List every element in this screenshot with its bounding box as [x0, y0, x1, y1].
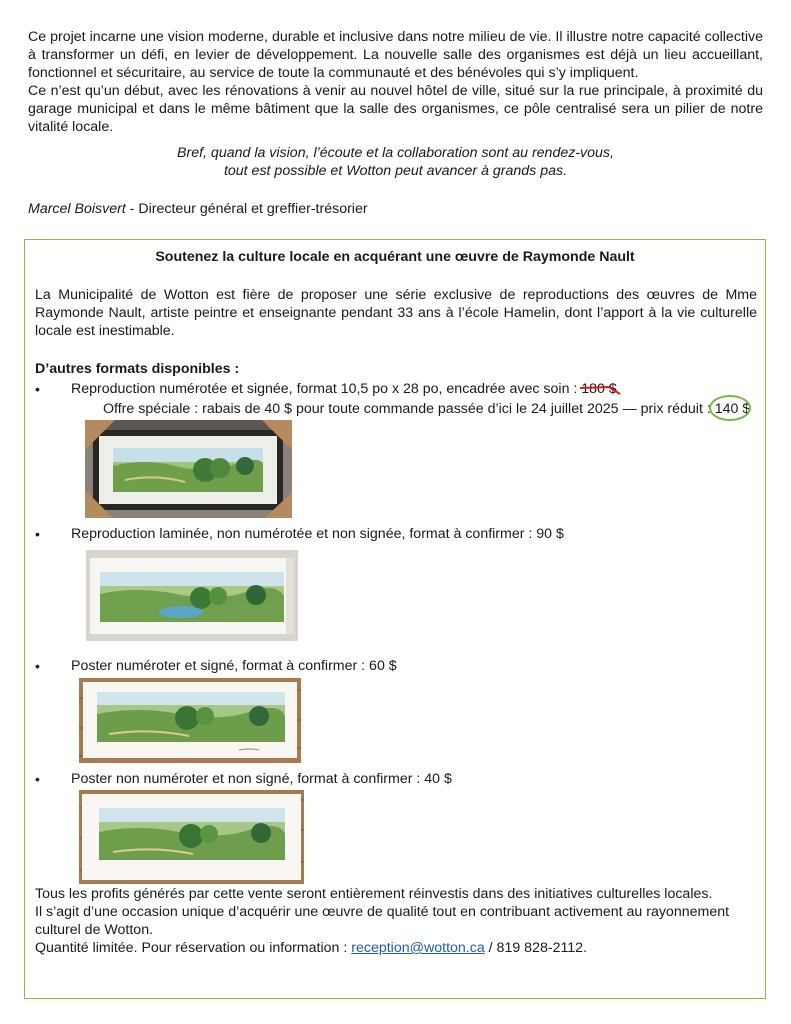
- old-price: 180 $: [581, 380, 617, 398]
- bullet-dot: •: [35, 771, 40, 787]
- intro-paragraph-2: Ce n’est qu’un début, avec les rénovations à venir au nouvel hôtel de ville, situé sur la rue principale, à proximité du garage municipal et dans le même bâtiment que la salle des organismes, ce pôle centralisé sera un pilier de notre vitalité locale.: [28, 83, 763, 135]
- contact-phone: / 819 828-2112.: [484, 940, 588, 956]
- bullet-dot: •: [35, 381, 40, 397]
- unnumbered-poster-photo: [79, 790, 304, 884]
- format-item-2-text: Reproduction laminée, non numérotée et non signée, format à confirmer : 90 $: [71, 526, 564, 542]
- laminated-reproduction-photo: [86, 550, 298, 641]
- signature-name: Marcel Boisvert: [28, 201, 126, 217]
- format-item-4-text: Poster non numéroter et non signé, format à confirmer : 40 $: [71, 771, 452, 787]
- format-item-3-text: Poster numéroter et signé, format à confirmer : 60 $: [71, 658, 397, 674]
- quote-line-2: tout est possible et Wotton peut avancer à grands pas.: [223, 163, 568, 179]
- artwork-promo-box: [24, 239, 766, 999]
- closing-quote: [0, 144, 791, 180]
- price-circle-mark: [709, 395, 751, 421]
- intro-paragraphs: [28, 28, 763, 136]
- signature-role: - Directeur général et greffier-trésorier: [125, 201, 368, 217]
- contact-line: [35, 939, 757, 957]
- contact-prefix: Quantité limitée. Pour réservation ou information :: [35, 940, 352, 956]
- special-offer: [103, 400, 750, 418]
- closing-text: [35, 885, 757, 957]
- formats-heading: D’autres formats disponibles :: [35, 361, 240, 377]
- framed-reproduction-photo: [85, 420, 292, 518]
- intro-paragraph-1: Ce projet incarne une vision moderne, durable et inclusive dans notre milieu de vie. Il illustre notre capacité collective à transformer un défi, en levier de développement. La nouvelle salle des organismes est déjà un lieu accueillant, fonctionnel et sécuritaire, au service de toute la communauté et des bénévoles qui s’y impliquent.: [28, 29, 763, 81]
- quote-line-1: Bref, quand la vision, l’écoute et la collaboration sont au rendez-vous,: [177, 145, 614, 161]
- bullet-dot: •: [35, 658, 40, 674]
- signature: [28, 200, 368, 218]
- format-item-1-text: Reproduction numérotée et signée, format 10,5 po x 28 po, encadrée avec soin :: [71, 381, 582, 397]
- promo-title: Soutenez la culture locale en acquérant une œuvre de Raymonde Nault: [155, 249, 635, 265]
- bullet-dot: •: [35, 526, 40, 542]
- reduced-price: 140 $: [715, 400, 751, 418]
- numbered-poster-photo: [79, 678, 301, 763]
- closing-line-2: Il s’agit d’une occasion unique d’acquérir une œuvre de qualité tout en contribuant activement au rayonnement culturel de Wotton.: [35, 904, 730, 938]
- promo-intro: La Municipalité de Wotton est fière de proposer une série exclusive de reproductions des œuvres de Mme Raymonde Nault, artiste peintre et enseignante pendant 33 ans à l’école Hamelin, dont l’apport à la vie culturelle locale est inestimable.: [35, 287, 757, 339]
- email-link[interactable]: reception@wotton.ca: [351, 940, 485, 956]
- offer-text: Offre spéciale : rabais de 40 $ pour toute commande passée d’ici le 24 juillet 2025 — prix réduit :: [103, 401, 715, 417]
- closing-line-1: Tous les profits générés par cette vente seront entièrement réinvestis dans des initiatives culturelles locales.: [35, 886, 713, 902]
